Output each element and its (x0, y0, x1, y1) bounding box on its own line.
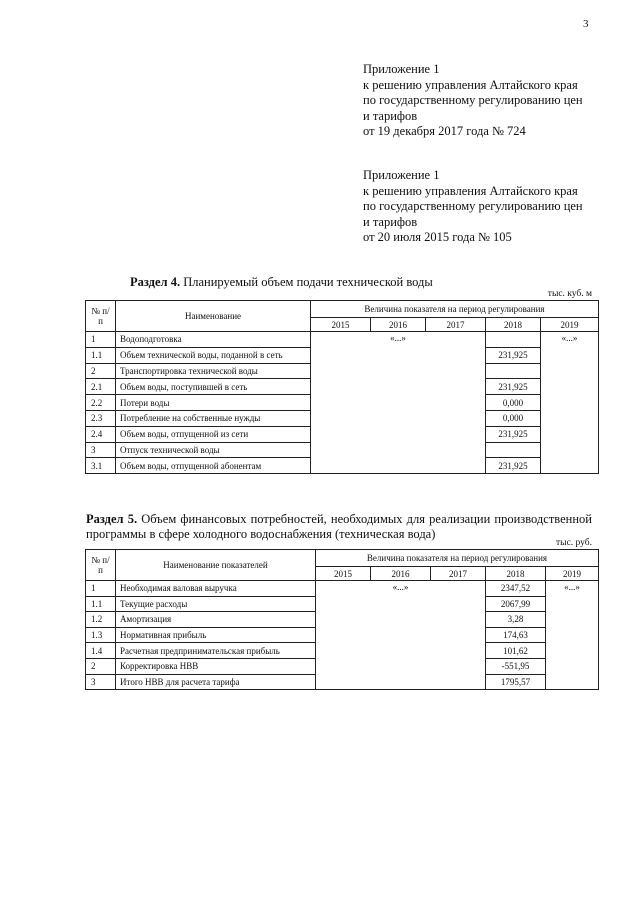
col-header-name: Наименование (116, 301, 311, 332)
col-header-period: Величина показателя на период регулирования (311, 301, 599, 318)
table-row (86, 581, 599, 597)
section4-title-rest: Планируемый объем подачи технической воды (180, 275, 433, 289)
col-header-year: 2018 (486, 318, 541, 332)
ellipsis-cell: «...» (546, 581, 599, 690)
col-header-year: 2017 (426, 318, 486, 332)
row-value-2018: 231,925 (486, 347, 541, 363)
row-num: 2.4 (86, 426, 116, 442)
col-header-year: 2018 (486, 567, 546, 581)
appendix-line: по государственному регулированию цен (363, 199, 583, 213)
row-name: Транспортировка технической воды (116, 363, 311, 379)
section4-title (130, 275, 433, 290)
col-header-name: Наименование показателей (116, 550, 316, 581)
row-name: Нормативная прибыль (116, 627, 316, 643)
col-header-year: 2017 (431, 567, 486, 581)
section4-unit: тыс. куб. м (547, 289, 592, 299)
row-value-2018: 0,000 (486, 395, 541, 411)
row-num: 2.2 (86, 395, 116, 411)
section5-title-rest: Объем финансовых потребностей, необходимых для реализации производственной программы в сфере холодного водоснабжения (техническая вода) (86, 512, 592, 541)
row-num: 3.1 (86, 458, 116, 474)
ellipsis-cell: «...» (311, 332, 486, 474)
row-num: 1 (86, 332, 116, 348)
row-name: Текущие расходы (116, 596, 316, 612)
appendix-previous (363, 168, 583, 246)
appendix-line: к решению управления Алтайского края (363, 183, 578, 198)
row-name: Корректировка НВВ (116, 658, 316, 674)
row-value-2018: 0,000 (486, 410, 541, 426)
col-header-num: № п/п (86, 301, 116, 332)
row-num: 3 (86, 674, 116, 690)
row-num: 1.4 (86, 643, 116, 659)
section5-title (86, 512, 592, 542)
row-value-2018: -551,95 (486, 658, 546, 674)
row-num: 2.3 (86, 410, 116, 426)
col-header-year: 2015 (311, 318, 371, 332)
row-value-2018: 101,62 (486, 643, 546, 659)
appendix-line: и тарифов (363, 108, 418, 123)
appendix-line: от 19 декабря 2017 года № 724 (363, 124, 526, 138)
row-value-2018 (486, 332, 541, 348)
row-value-2018: 174,63 (486, 627, 546, 643)
col-header-year: 2016 (371, 318, 426, 332)
row-name: Амортизация (116, 612, 316, 628)
row-name: Объем воды, отпущенной из сети (116, 426, 311, 442)
col-header-num: № п/п (86, 550, 116, 581)
row-num: 2.1 (86, 379, 116, 395)
col-header-year: 2019 (541, 318, 599, 332)
row-value-2018: 231,925 (486, 379, 541, 395)
section5-unit: тыс. руб. (556, 538, 592, 548)
col-header-year: 2015 (316, 567, 371, 581)
appendix-line: к решению управления Алтайского края (363, 77, 578, 92)
section4-table (85, 300, 599, 474)
row-num: 1.2 (86, 612, 116, 628)
section5-title-bold: Раздел 5. (86, 512, 138, 526)
appendix-line: Приложение 1 (363, 62, 440, 76)
col-header-year: 2019 (546, 567, 599, 581)
row-num: 3 (86, 442, 116, 458)
row-value-2018 (486, 442, 541, 458)
row-name: Расчетная предпринимательская прибыль (116, 643, 316, 659)
row-name: Необходимая валовая выручка (116, 581, 316, 597)
row-name: Потребление на собственные нужды (116, 410, 311, 426)
row-name: Итого НВВ для расчета тарифа (116, 674, 316, 690)
row-num: 2 (86, 658, 116, 674)
row-name: Объем технической воды, поданной в сеть (116, 347, 311, 363)
row-value-2018: 2347,52 (486, 581, 546, 597)
appendix-line: Приложение 1 (363, 168, 440, 182)
col-header-period: Величина показателя на период регулирования (316, 550, 599, 567)
row-name: Объем воды, поступившей в сеть (116, 379, 311, 395)
row-name: Водоподготовка (116, 332, 311, 348)
appendix-line: от 20 июля 2015 года № 105 (363, 230, 512, 244)
row-value-2018: 231,925 (486, 458, 541, 474)
row-num: 1 (86, 581, 116, 597)
col-header-year: 2016 (371, 567, 431, 581)
page-number: 3 (583, 18, 589, 30)
section4-title-bold: Раздел 4. (130, 275, 181, 289)
row-num: 2 (86, 363, 116, 379)
row-value-2018: 2067,99 (486, 596, 546, 612)
table-row (86, 332, 599, 348)
row-num: 1.1 (86, 596, 116, 612)
row-num: 1.3 (86, 627, 116, 643)
row-name: Потери воды (116, 395, 311, 411)
row-value-2018 (486, 363, 541, 379)
row-value-2018: 1795,57 (486, 674, 546, 690)
ellipsis-cell: «...» (541, 332, 599, 474)
row-num: 1.1 (86, 347, 116, 363)
ellipsis-cell: «...» (316, 581, 486, 690)
row-value-2018: 231,925 (486, 426, 541, 442)
row-name: Отпуск технической воды (116, 442, 311, 458)
appendix-line: по государственному регулированию цен (363, 93, 583, 107)
row-name: Объем воды, отпущенной абонентам (116, 458, 311, 474)
section5-table (85, 549, 599, 690)
row-value-2018: 3,28 (486, 612, 546, 628)
appendix-line: и тарифов (363, 214, 418, 229)
appendix-current (363, 62, 583, 140)
